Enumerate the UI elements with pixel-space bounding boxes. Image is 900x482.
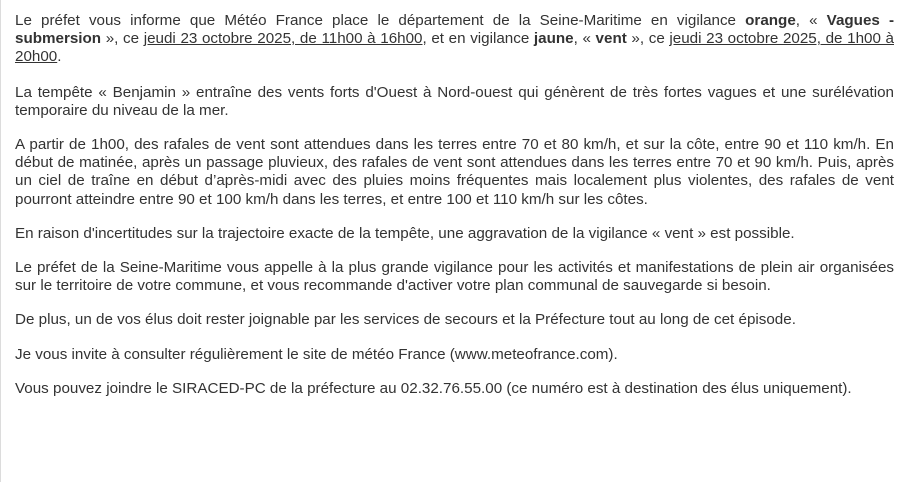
paragraph-storm-benjamin: La tempête « Benjamin » entraîne des vents forts d'Ouest à Nord-ouest qui génèrent de très fortes vagues et une surélévation temporaire du niveau de la mer. [15,83,894,119]
text: , « [573,30,596,48]
date-period-jaune: jeudi 23 octobre 2025, de 1h00 à 20h00 [15,30,894,66]
paragraph-meteofrance-site: Je vous invite à consulter régulièrement le site de météo France (www.meteofrance.com). [15,345,618,363]
paragraph-siraced-contact: Vous pouvez joindre le SIRACED-PC de la préfecture au 02.32.76.55.00 (ce numéro est à destination des élus uniquement). [15,379,852,397]
paragraph-uncertainty: En raison d'incertitudes sur la trajectoire exacte de la tempête, une aggravation de la vigilance « vent » est possible. [15,224,795,242]
text: , « [795,12,827,29]
paragraph-elected-contact: De plus, un de vos élus doit rester joignable par les services de secours et la Préfecture tout au long de cet épisode. [15,311,796,329]
vigilance-level-jaune: jaune [533,30,574,48]
date-period-orange: jeudi 23 octobre 2025, de 11h00 à 16h00 [143,30,423,48]
text: », ce [101,30,144,48]
text: Le préfet vous informe que Météo France place le département de la Seine-Maritime en vigilance [15,12,746,29]
text: , et en vigilance [422,30,534,48]
paragraph-prefect-recommendation: Le préfet de la Seine-Maritime vous appelle à la plus grande vigilance pour les activités et manifestations de plein air organisées sur le territoire de votre commune, et vous recommande d'activer votre plan communal de sauvegarde si besoin. [15,259,894,295]
phenomenon-vent: vent [595,30,627,48]
text: . [57,48,62,66]
vigilance-level-orange: orange [745,12,796,29]
text: », ce [626,30,670,48]
phenomenon-vagues-submersion: Vagues - submersion [15,12,895,48]
paragraph-vigilance-alert [15,12,894,67]
paragraph-wind-gusts: A partir de 1h00, des rafales de vent sont attendues dans les terres entre 70 et 80 km/h, et sur la côte, entre 90 et 110 km/h. En début de matinée, après un passage pluvieux, des rafales de vent sont attendues dans les terres entre 70 et 90 km/h. Puis, après un ciel de traîne en début d’après-midi avec des pluies moins fréquentes mais localement plus violentes, des rafales de vent pourront atteindre entre 90 et 100 km/h dans les terres, et entre 100 et 110 km/h sur les côtes. [15,136,894,208]
